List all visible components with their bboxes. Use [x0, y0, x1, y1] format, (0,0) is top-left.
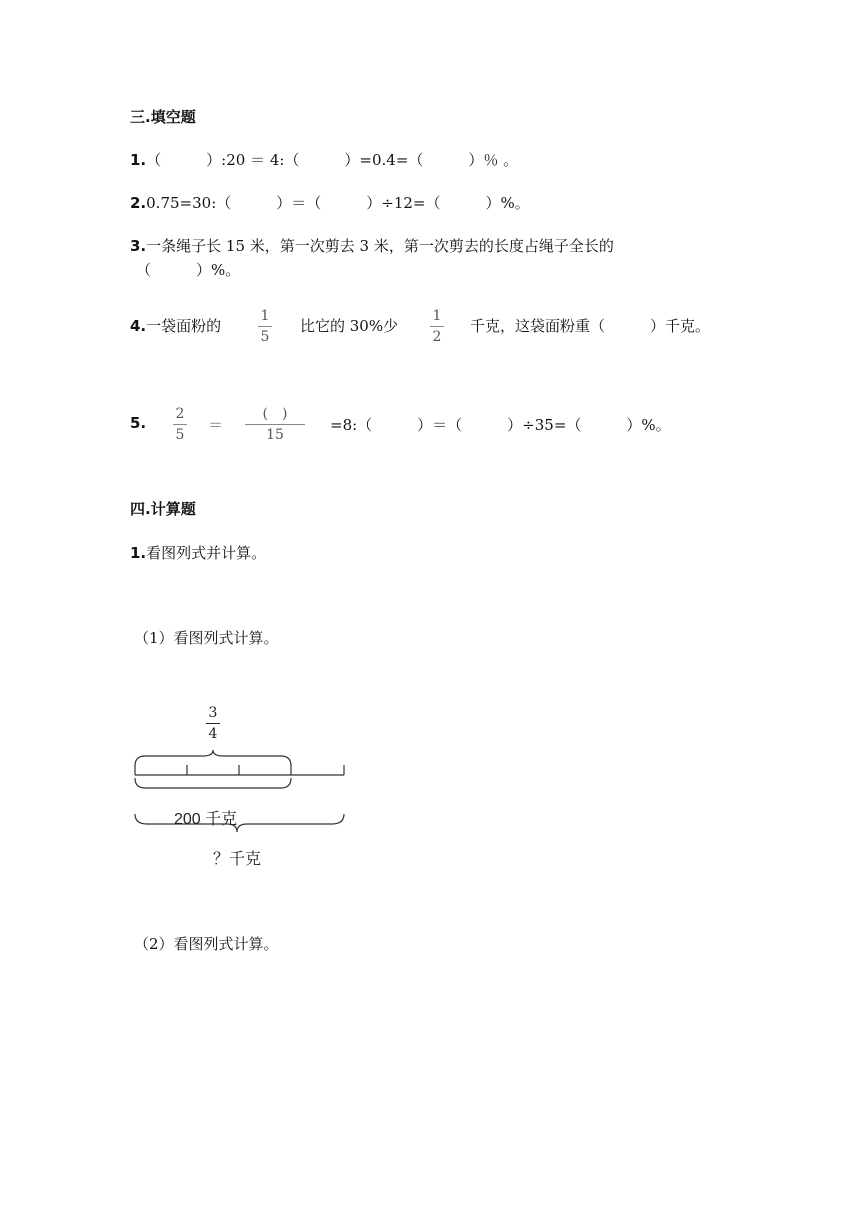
question-number: 4. [130, 317, 147, 335]
fraction-bar [258, 326, 272, 327]
sub-question-2: （2）看图列式计算。 [134, 935, 279, 953]
question-text: （ ）:20 ＝ 4:（ ）=0.4=（ ）％ 。 [146, 151, 519, 169]
fraction-bar [245, 424, 305, 425]
question-1 [130, 149, 518, 170]
fraction-one-half [430, 309, 444, 344]
top-brace [135, 750, 291, 766]
question-text: 0.75=30:（ ）＝（ ）÷12=（ ）%。 [146, 194, 530, 212]
fraction-denominator: 2 [432, 329, 442, 345]
fraction-numerator: 2 [175, 406, 185, 422]
fraction-bar [173, 424, 187, 425]
fraction-denominator: 4 [208, 726, 218, 742]
question-4-part2: 比它的 30%少 [300, 317, 399, 335]
lower-brace-known [135, 778, 291, 788]
fraction-bar [206, 723, 220, 724]
fraction-denominator: 5 [175, 427, 185, 443]
fraction-numerator: 1 [432, 308, 442, 324]
fraction-bar [430, 326, 444, 327]
bottom-brace-whole [135, 814, 344, 832]
fraction-denominator: 5 [260, 329, 270, 345]
fraction-numerator: ( ) [262, 406, 288, 422]
section-title-calculation: 四.计算题 [130, 500, 196, 518]
question-3 [130, 235, 614, 256]
calc-question-1 [130, 542, 266, 563]
question-3-line2: （ ）%。 [136, 261, 241, 279]
question-number: 1. [130, 151, 147, 169]
fraction-two-fifths [173, 407, 187, 442]
question-4-part3: 千克，这袋面粉重（ ）千克。 [470, 317, 711, 335]
question-4 [130, 315, 221, 336]
question-5-rest: =8:（ ）＝（ ）÷35=（ ）%。 [330, 416, 671, 434]
question-text: 看图列式并计算。 [146, 544, 267, 562]
fraction-blank-over-15 [245, 407, 305, 442]
question-text-line1: 一条绳子长 15 米，第一次剪去 3 米，第一次剪去的长度占绳子全长的 [146, 237, 614, 255]
question-number: 2. [130, 194, 147, 212]
question-number: 1. [130, 544, 147, 562]
question-2 [130, 192, 530, 213]
fraction-numerator: 1 [260, 308, 270, 324]
question-number: 3. [130, 237, 147, 255]
figure-fraction-three-quarters [206, 706, 220, 741]
question-text-part1: 一袋面粉的 [146, 317, 222, 335]
sub-question-1: （1）看图列式计算。 [134, 629, 279, 647]
section-title-fill-blank: 三.填空题 [130, 108, 196, 126]
fraction-denominator: 15 [266, 427, 284, 443]
fraction-one-fifth [258, 309, 272, 344]
fraction-numerator: 3 [208, 705, 218, 721]
label-unknown-weight: ？千克 [213, 851, 262, 868]
segment-diagram [125, 748, 355, 838]
question-5-number: 5. [130, 414, 147, 432]
label-known-weight: 200 千克 [174, 811, 238, 828]
equals-sign: ＝ [208, 416, 224, 434]
